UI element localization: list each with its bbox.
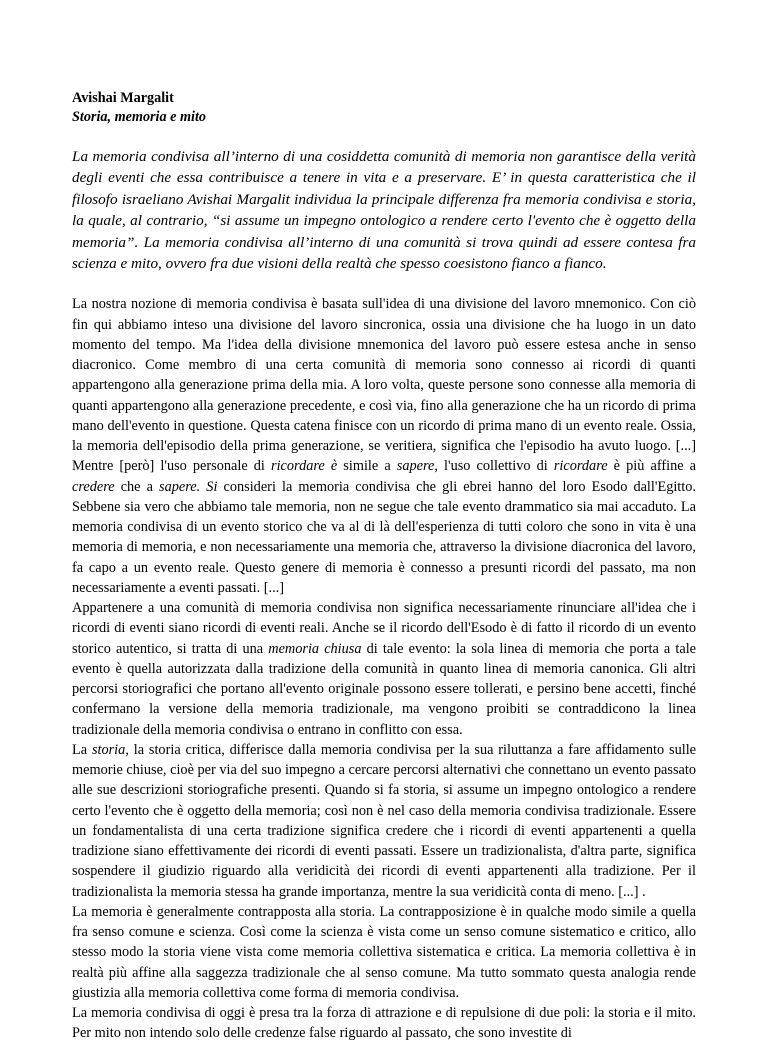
article-title: Storia, memoria e mito [72,109,206,125]
author-name: Avishai Margalit [72,90,174,106]
abstract-paragraph: La memoria condivisa all’interno di una cosiddetta comunità di memoria non garantisce della verità degli eventi che essa contribuisce a tenere in vita e a preservare. E’ in questa caratteristica che il filosofo israeliano Avishai Margalit individua la principale differenza fra memoria condivisa e storia, la quale, al contrario, “si assume un impegno ontologico a rendere certo l'evento che è oggetto della memoria”. La memoria condivisa all’interno di una comunità si trova quindi ad essere contesa fra scienza e mito, ovvero fra due visioni della realtà che spesso coesistono fianco a fianco. [72,148,696,273]
body-paragraph-2: Appartenere a una comunità di memoria condivisa non significa necessariamente rinunciare all'idea che i ricordi di eventi siano ricordi di eventi reali. Anche se il ricordo dell'Esodo è di fatto il ricordo di un evento storico autentico, si tratta di una memoria chiusa di tale evento: la sola linea di memoria che porta a tale evento è quella autorizzata dalla tradizione della comunità in quanto linea di memoria canonica. Gli altri percorsi storiografici che portano all'evento originale possono essere tollerati, e persino bene accetti, finché confermano la versione della memoria tradizionale, ma vengono proibiti se contraddicono la linea tradizionale della memoria condivisa o entrano in conflitto con essa. [72,600,697,738]
body-paragraph-4: La memoria è generalmente contrapposta alla storia. La contrapposizione è in qualche modo simile a quella fra senso comune e scienza. Così come la scienza è vista come un senso comune sistematico e critico, allo stesso modo la storia viene vista come memoria collettiva sistematica e critica. La memoria collettiva è in realtà più affine alla saggezza tradizionale che al senso comune. Ma tutto sommato questa analogia rende giustizia alla memoria collettiva come forma di memoria condivisa. [72,903,696,1001]
body-paragraph-3: La storia, la storia critica, differisce dalla memoria condivisa per la sua riluttanza a fare affidamento sulle memorie chiuse, cioè per via del suo impegno a cercare percorsi alternativi che connettano un evento passato alle sue descrizioni storiografiche presenti. Quando si fa storia, si assume un impegno ontologico a rendere certo l'evento che è oggetto della memoria; così non è nel caso della memoria condivisa tradizionale. Essere un fondamentalista di una certa tradizione significa credere che i ricordi di eventi appartenenti a quella tradizione siano effettivamente dei ricordi di eventi passati. Essere un tradizionalista, d'altra parte, significa sospendere il giudizio riguardo alla veridicità dei ricordi di eventi appartenenti alla tradizione. Per il tradizionalista la memoria stessa ha grande importanza, mentre la sua veridicità conta di meno. [...] . [72,741,697,900]
body-paragraph-5: La memoria condivisa di oggi è presa tra la forza di attrazione e di repulsione di due poli: la storia e il mito. Per mito non intendo solo delle credenze false riguardo al passato, che sono investite di [72,1005,696,1042]
body-paragraph-1: La nostra nozione di memoria condivisa è basata sull'idea di una divisione del lavoro mnemonico. Con ciò fin qui abbiamo inteso una divisione del lavoro sincronica, ossia una divisione che ha luogo in un dato momento del tempo. Ma l'idea della divisione mnemonica del lavoro può essere estesa anche in senso diacronico. Come membro di una certa comunità di memoria sono connesso ai ricordi di quanti appartengono alla generazione prima della mia. A loro volta, queste persone sono connesse alla memoria di quanti appartengono alla generazione precedente, e così via, fino alla generazione che ha un ricordo di prima mano dell'evento in questione. Questa catena finisce con un ricordo di prima mano di un evento reale. Ossia, la memoria dell'episodio della prima generazione, se veritiera, significa che l'episodio ha avuto luogo. [...] Mentre [però] l'uso personale di ricordare è simile a sapere, l'uso collettivo di ricordare è più affine a credere che a sapere. Si consideri la memoria condivisa che gli ebrei hanno del loro Esodo dall'Egitto. Sebbene sia vero che abbiamo tale memoria, non ne segue che tale evento drammatico sia mai accaduto. La memoria condivisa di un evento storico che va al di là dell'esperienza di tutti coloro che sono in vita è una memoria di memoria, e non necessariamente una memoria che, attraverso la divisione diacronica del lavoro, fa capo a un evento reale. Questo genere di memoria è connesso a presunti ricordi del passato, ma non necessariamente a eventi passati. [...] [72,296,697,596]
document-content [72,89,696,1044]
article-body [72,294,696,1043]
